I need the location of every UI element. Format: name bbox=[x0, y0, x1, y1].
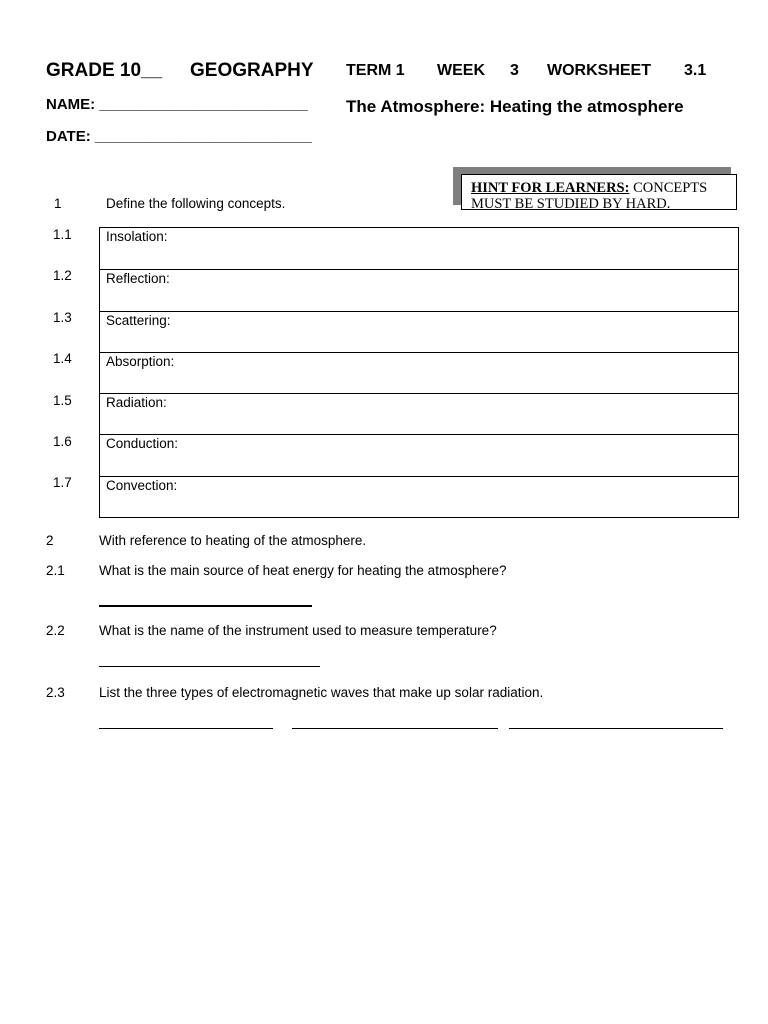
item-number: 1.5 bbox=[53, 393, 72, 408]
hint-box bbox=[461, 174, 737, 210]
question-number: 2.2 bbox=[46, 623, 65, 638]
question-number: 2.1 bbox=[46, 563, 65, 578]
definition-row-conduction[interactable] bbox=[100, 434, 738, 475]
item-number: 1.6 bbox=[53, 434, 72, 449]
definition-row-reflection[interactable] bbox=[100, 269, 738, 310]
question-text: What is the name of the instrument used to measure temperature? bbox=[99, 623, 497, 638]
definition-row-insolation[interactable] bbox=[100, 228, 738, 269]
question-number: 2.3 bbox=[46, 685, 65, 700]
subject-label: GEOGRAPHY bbox=[190, 60, 314, 81]
item-number: 1.4 bbox=[53, 351, 72, 366]
definition-row-absorption[interactable] bbox=[100, 352, 738, 393]
answer-line-2-3-a[interactable] bbox=[99, 728, 273, 729]
definition-term: Radiation: bbox=[106, 395, 167, 411]
section-2-intro: With reference to heating of the atmosphere. bbox=[99, 533, 367, 548]
week-value: 3 bbox=[510, 62, 519, 79]
section-1-instruction: Define the following concepts. bbox=[106, 196, 286, 211]
topic-title: The Atmosphere: Heating the atmosphere bbox=[346, 97, 684, 116]
section-1-number: 1 bbox=[54, 196, 62, 211]
definition-row-convection[interactable] bbox=[100, 476, 738, 517]
answer-line-2-2[interactable] bbox=[99, 666, 320, 667]
definition-term: Insolation: bbox=[106, 229, 168, 244]
week-label: WEEK bbox=[437, 62, 485, 79]
item-number: 1.1 bbox=[53, 227, 72, 242]
definition-term: Reflection: bbox=[106, 271, 170, 287]
question-text: What is the main source of heat energy for heating the atmosphere? bbox=[99, 563, 507, 578]
grade-label: GRADE 10__ bbox=[46, 60, 163, 81]
question-text: List the three types of electromagnetic waves that make up solar radiation. bbox=[99, 685, 544, 700]
worksheet-value: 3.1 bbox=[684, 62, 707, 79]
worksheet-label: WORKSHEET bbox=[547, 62, 651, 79]
definition-term: Scattering: bbox=[106, 312, 171, 328]
definition-row-radiation[interactable] bbox=[100, 393, 738, 434]
answer-line-2-1[interactable] bbox=[99, 605, 312, 607]
definitions-table bbox=[99, 227, 739, 518]
item-number: 1.2 bbox=[53, 268, 72, 283]
item-number: 1.3 bbox=[53, 310, 72, 325]
date-field[interactable]: DATE: __________________________ bbox=[46, 128, 312, 145]
definition-term: Convection: bbox=[106, 477, 178, 493]
item-number: 1.7 bbox=[53, 475, 72, 490]
hint-text: CONCEPTS MUST BE STUDIED BY HARD. bbox=[471, 180, 708, 210]
definition-row-scattering[interactable] bbox=[100, 311, 738, 352]
section-2-number: 2 bbox=[46, 533, 54, 548]
hint-label: HINT FOR LEARNERS: bbox=[471, 180, 630, 196]
term-label: TERM 1 bbox=[346, 62, 405, 79]
answer-line-2-3-b[interactable] bbox=[292, 728, 498, 729]
definition-term: Conduction: bbox=[106, 436, 179, 452]
name-field[interactable]: NAME: _________________________ bbox=[46, 96, 308, 113]
answer-line-2-3-c[interactable] bbox=[509, 728, 723, 729]
definition-term: Absorption: bbox=[106, 353, 175, 369]
